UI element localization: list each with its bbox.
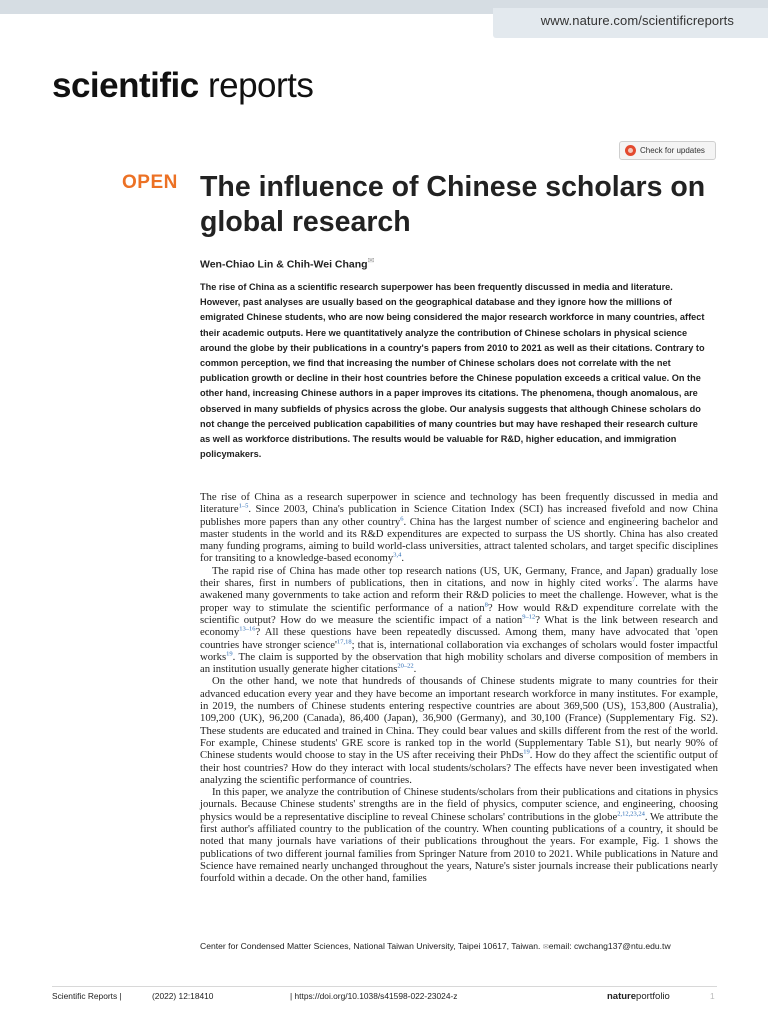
envelope-icon[interactable]: ✉ (367, 256, 375, 265)
affiliation-note (200, 939, 720, 955)
corresponding-email[interactable]: email: cwchang137@ntu.edu.tw (548, 941, 671, 951)
citation-link[interactable]: 9–12 (522, 613, 536, 621)
citation-link[interactable]: 13–16 (239, 625, 256, 633)
doi-link[interactable]: | https://doi.org/10.1038/s41598-022-23024-z (290, 991, 458, 1001)
journal-url-link[interactable]: www.nature.com/scientificreports (540, 13, 734, 28)
citation-link[interactable]: 2,12,23,24 (617, 810, 645, 818)
article-title: The influence of Chinese scholars on global research (200, 171, 706, 238)
journal-logo (52, 66, 313, 106)
citation-link[interactable]: 19 (226, 650, 233, 658)
citation-link[interactable]: 8 (484, 601, 488, 609)
page-number: 1 (710, 991, 715, 1001)
envelope-icon: ✉ (542, 944, 549, 951)
crossmark-icon (625, 145, 636, 156)
body-paragraph-4: In this paper, we analyze the contribution of Chinese students/scholars from their publications and citations in physics journals. Because Chinese students' strengths are in the field of physics, computer science, and engineering, choosing physics would be a representative discipline to reveal Chinese scholars' contributions in the globe$^{2,12,23,24}$. We attribute the first author's affiliated country to the publication of the country. When counting publications of a country, it should be noted that many journals have variations of their publications throughout the years. For example, Fig. 1 shows the publications of two different journal families from Springer Nature from 2010 to 2021. While publications in Nature and Science have remained nearly unchanged throughout the years, Nature's sister journals increase their publications nearly fourfold within a decade. On the other hand, families (200, 786, 719, 885)
article-body (200, 491, 718, 885)
citation-link[interactable]: 19 (523, 748, 530, 756)
body-paragraph-1: The rise of China as a research superpower in science and technology has been frequently discussed in media and literature$^{1-5}$. Since 2003, China's publication in Science Citation Index (SCI) has increased fivefold and now China publishes more papers than any other country$^6$. China has the largest number of science and engineering bachelor and master students in the world and its R&D expenditures are expected to surpass the US shortly. China has also created many funding programs, aiming to build world-class universities, attract talented scholars, and target specific disciplines for transiting to a knowledge-based economy$^{3,4}$. (200, 491, 718, 565)
footer-volume: (2022) 12:18410 (152, 991, 214, 1001)
citation-link[interactable]: 3,4 (393, 551, 402, 559)
citation-link[interactable]: 6 (400, 515, 404, 523)
body-paragraph-2: The rapid rise of China has made other top research nations (US, UK, Germany, France, and Japan) gradually lose their shares, first in numbers of publications, then in citations, and now in highly cited works$^7$. The alarms have awakened many governments to take action and reform their R&D policies to meet the challenge. However, what is the proper way to stimulate the scientific performance of a nation$^8$? How would R&D expenditure correlate with the scientific output? How do we measure the scientific impact of a nation$^{9-12}$? What is the link between research and economy$^{13-16}$? All these questions have been repeatedly discussed. Among them, many have advocated that 'open countries have stronger science'$^{17,18}$; that is, international collaboration via exchanges of scholars would foster impactful works$^{19}$. The claim is supported by the observation that high mobility scholars and diverse composition of members in an institution usually generate higher citations$^{20-22}$. (200, 564, 719, 676)
footer-journal: Scientific Reports | (52, 991, 122, 1001)
citation-link[interactable]: 1–5 (238, 502, 249, 510)
citation-link[interactable]: 17,18 (336, 638, 352, 645)
brand-light: reports (207, 66, 314, 105)
footer-divider (52, 986, 717, 987)
publisher-logo: natureportfolio (607, 991, 670, 1002)
figure-link[interactable]: 1 (663, 835, 670, 848)
check-updates-label: Check for updates (640, 146, 705, 155)
author-names: Wen-Chiao Lin & Chih-Wei Chang (200, 258, 368, 271)
citation-link[interactable]: 20–22 (397, 662, 414, 670)
brand-bold: scientific (52, 66, 199, 105)
open-access-label: OPEN (122, 172, 178, 193)
affiliation-text: Center for Condensed Matter Sciences, National Taiwan University, Taipei 10617, Taiwan. (200, 941, 543, 951)
check-for-updates-button[interactable] (619, 141, 716, 160)
citation-link[interactable]: 7 (632, 576, 636, 584)
authors-line (200, 256, 374, 271)
abstract: The rise of China as a scientific research superpower has been frequently discussed in media and literature. However, past analyses are usually based on the geographical database and they ignore how the millions of emigrated Chinese students, who are now being considered the major research workforce in many countries, affect their academic outputs. Here we quantitatively analyze the contribution of Chinese scholars in physical science around the globe by their publications in a country's papers from 2010 to 2021 as well as their citations. Contrary to common perception, we find that increasing the number of Chinese scholars does not correlate with the net publication growth or decline in their host countries before the Chinese population exceeds a critical value. On the other hand, increasing Chinese authors in a paper improves its citations. The phenomena, though anomalous, are observed in many subfields of physics across the globe. Our analysis suggests that although Chinese scholars do not change the perceived publication capabilities of many countries but may have reshaped their research culture as well as workforce distributions. The results would be valuable for R&D, higher education, and immigration policymakers. (200, 282, 705, 460)
body-paragraph-3: On the other hand, we note that hundreds of thousands of Chinese students migrate to many countries for their advanced education every year and they have become an important research workforce in many institutes. For example, in 2019, the numbers of Chinese students entering respective countries are about 369,500 (US), 153,800 (Australia), 109,200 (UK), 96,200 (Canada), 86,400 (Japan), 36,900 (Germany), and 30,100 (France) (Supplementary Fig. S2). These students are educated and trained in China. They could bear values and skills different from the rest of the world. For example, Chinese students' GRE score is ranked top in the world (Supplementary Table S1), but nearly 90% of Chinese students would choose to stay in the US after receiving their PhDs$^{19}$. How do they affect the scientific output of their host countries? How do they interact with local students/scholars? The effects have never been investigated when analyzing the scientific performance of countries. (200, 675, 718, 786)
